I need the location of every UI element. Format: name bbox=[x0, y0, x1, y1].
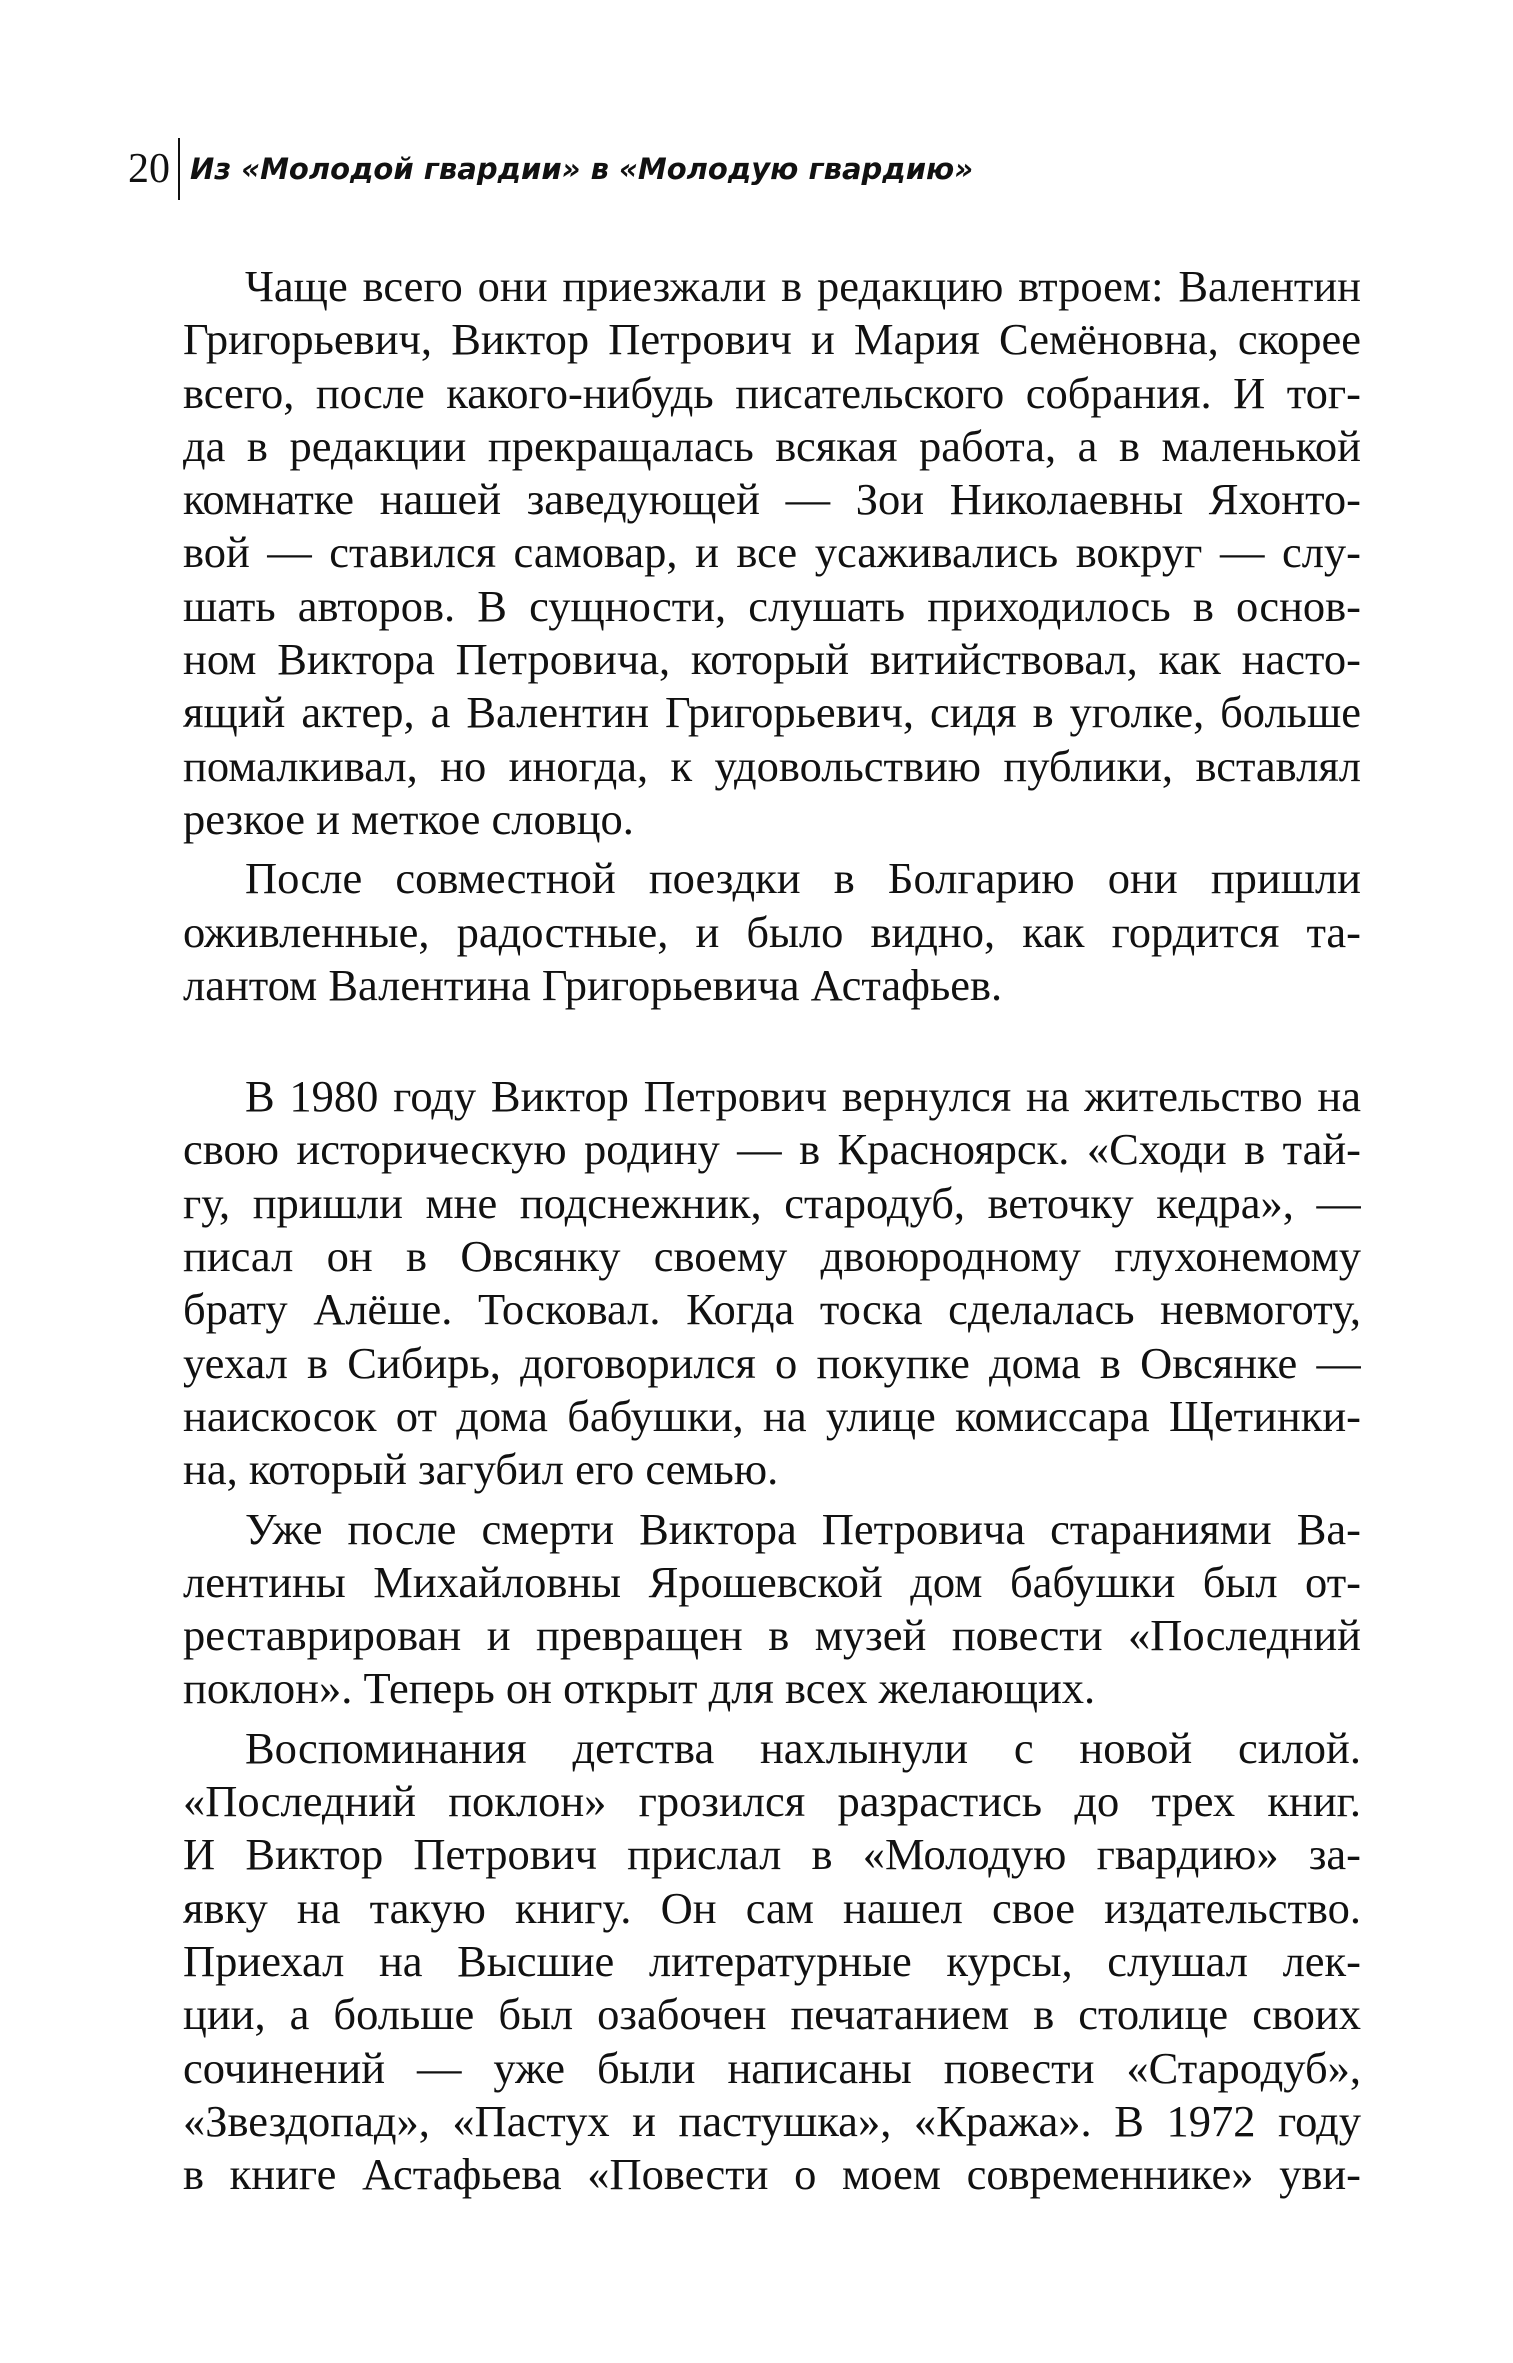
text-line: ящий актер, а Валентин Григорьевич, сидя в уголке, больше bbox=[183, 687, 1361, 738]
paragraph-1 bbox=[183, 260, 1361, 846]
paragraph-4 bbox=[183, 1503, 1361, 1716]
paragraph-5 bbox=[183, 1722, 1361, 2202]
running-header bbox=[128, 138, 973, 200]
text-line: гу, пришли мне подснежник, стародуб, веточку кедра», — bbox=[183, 1177, 1361, 1228]
text-line: реставрирован и превращен в музей повести «Последний bbox=[183, 1610, 1361, 1661]
text-line: Чаще всего они приезжали в редакцию втроем: Валентин bbox=[245, 261, 1361, 311]
text-line: После совместной поездки в Болгарию они пришли bbox=[245, 853, 1361, 904]
text-line: «Последний поклон» грозился разрастись до трех книг. bbox=[183, 1776, 1361, 1827]
text-line: свою историческую родину — в Красноярск. «Сходи в тай- bbox=[183, 1124, 1361, 1175]
text-line: лантом Валентина Григорьевича Астафьев. bbox=[183, 959, 1003, 1010]
text-line: резкое и меткое словцо. bbox=[183, 793, 634, 844]
text-line: комнатке нашей заведующей — Зои Николаевны Яхонто- bbox=[183, 474, 1361, 525]
paragraph-2 bbox=[183, 852, 1361, 1012]
text-line: поклон». Теперь он открыт для всех желающих. bbox=[183, 1663, 1096, 1714]
page-number: 20 bbox=[128, 146, 170, 192]
text-line: всего, после какого-нибудь писательского собрания. И тог- bbox=[183, 367, 1361, 418]
text-line: уехал в Сибирь, договорился о покупке дома в Овсянке — bbox=[183, 1337, 1361, 1388]
running-title: Из «Молодой гвардии» в «Молодую гвардию» bbox=[190, 151, 974, 186]
text-line: брату Алёше. Тосковал. Когда тоска сделалась невмоготу, bbox=[183, 1284, 1361, 1335]
text-line: «Звездопад», «Пастух и пастушка», «Кража». В 1972 году bbox=[183, 2095, 1361, 2146]
text-line: ном Виктора Петровича, который витийствовал, как насто- bbox=[183, 634, 1361, 685]
text-line: И Виктор Петрович прислал в «Молодую гвардию» за- bbox=[183, 1829, 1361, 1880]
text-line: вой — ставился самовар, и все усаживались вокруг — слу- bbox=[183, 527, 1361, 578]
text-line: в книге Астафьева «Повести о моем современнике» уви- bbox=[183, 2149, 1361, 2200]
text-line: Уже после смерти Виктора Петровича стараниями Ва- bbox=[245, 1503, 1361, 1554]
text-line: наискосок от дома бабушки, на улице комиссара Щетинки- bbox=[183, 1390, 1361, 1441]
text-line: Воспоминания детства нахлынули с новой силой. bbox=[245, 1722, 1361, 1773]
paragraph-3 bbox=[183, 1070, 1361, 1496]
text-line: оживленные, радостные, и было видно, как гордится та- bbox=[183, 906, 1361, 957]
text-line: шать авторов. В сущности, слушать приходилось в основ- bbox=[183, 580, 1361, 631]
text-line: сочинений — уже были написаны повести «Стародуб», bbox=[183, 2042, 1361, 2093]
text-line: ции, а больше был озабочен печатанием в столице своих bbox=[183, 1989, 1361, 2040]
text-line: лентины Михайловны Ярошевской дом бабушки был от- bbox=[183, 1556, 1361, 1607]
section-break bbox=[183, 1018, 1361, 1070]
text-line: на, который загубил его семью. bbox=[183, 1444, 779, 1495]
text-line: Приехал на Высшие литературные курсы, слушал лек- bbox=[183, 1935, 1361, 1986]
body-text bbox=[183, 260, 1361, 2207]
text-line: Григорьевич, Виктор Петрович и Мария Семёновна, скорее bbox=[183, 314, 1361, 365]
text-line: да в редакции прекращалась всякая работа, а в маленькой bbox=[183, 420, 1361, 471]
text-line: помалкивал, но иногда, к удовольствию публики, вставлял bbox=[183, 740, 1361, 791]
text-line: явку на такую книгу. Он сам нашел свое издательство. bbox=[183, 1882, 1361, 1933]
text-line: В 1980 году Виктор Петрович вернулся на жительство на bbox=[245, 1071, 1361, 1122]
header-divider bbox=[178, 138, 180, 200]
text-line: писал он в Овсянку своему двоюродному глухонемому bbox=[183, 1231, 1361, 1282]
